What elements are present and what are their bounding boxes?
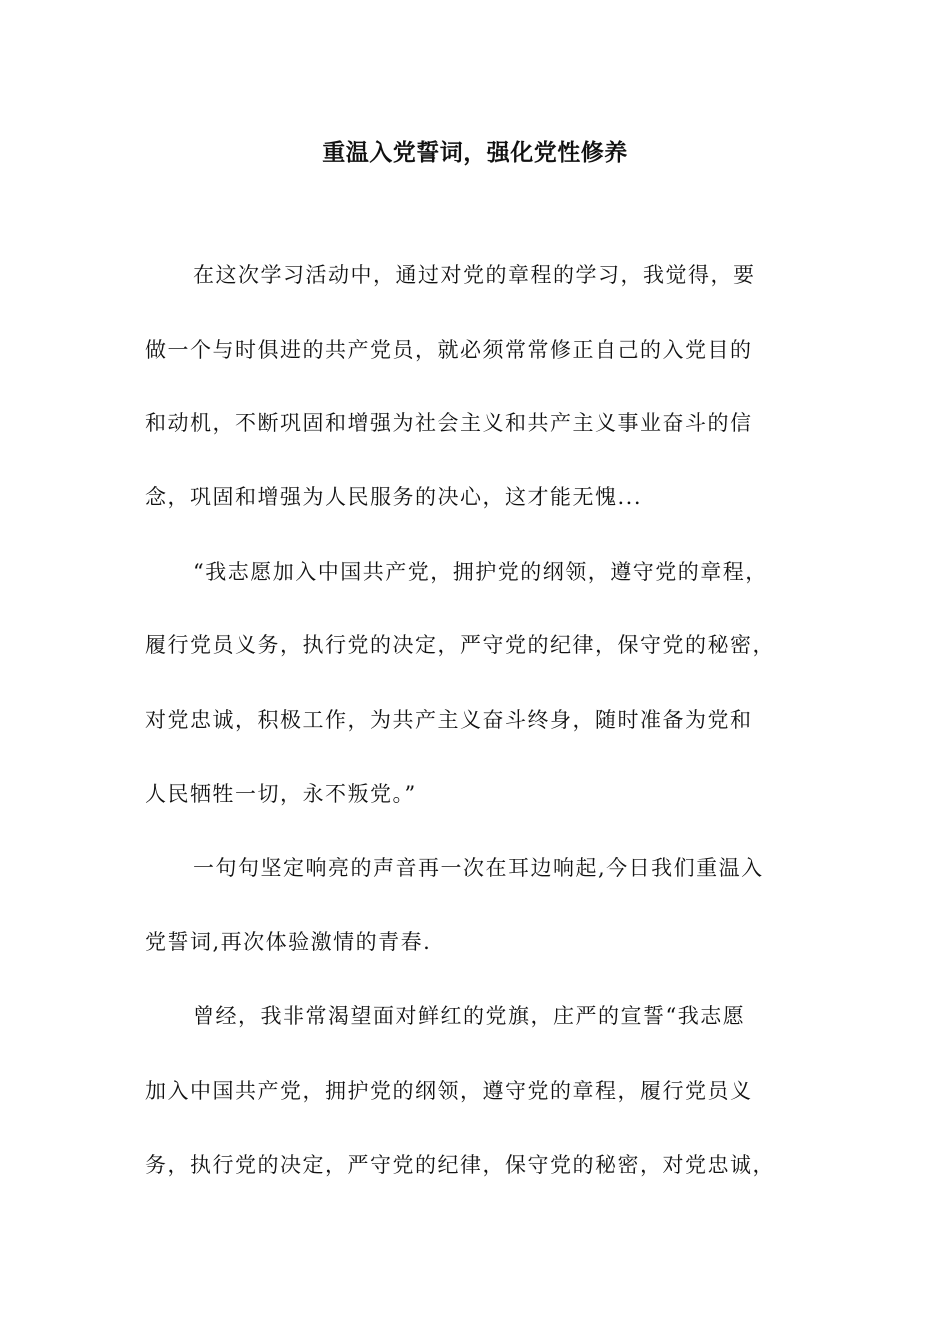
paragraph-4-line-2: 加入中国共产党，拥护党的纲领，遵守党的章程，履行党员义 xyxy=(145,1079,753,1103)
paragraph-1-line-2: 做一个与时俱进的共产党员，就必须常常修正自己的入党目的 xyxy=(145,338,753,362)
paragraph-3-line-2: 党誓词,再次体验激情的青春. xyxy=(145,930,432,954)
paragraph-1-line-4: 念，巩固和增强为人民服务的决心，这才能无愧... xyxy=(145,485,643,509)
paragraph-1-line-1: 在这次学习活动中，通过对党的章程的学习，我觉得，要 xyxy=(193,263,756,287)
paragraph-2-line-1: “我志愿加入中国共产党，拥护党的纲领，遵守党的章程， xyxy=(193,560,768,584)
paragraph-2-line-2: 履行党员义务，执行党的决定，严守党的纪律，保守党的秘密， xyxy=(145,633,775,657)
paragraph-1-line-3: 和动机，不断巩固和增强为社会主义和共产主义事业奋斗的信 xyxy=(145,411,753,435)
paragraph-4-line-1: 曾经，我非常渴望面对鲜红的党旗，庄严的宣誓“我志愿 xyxy=(193,1004,746,1028)
paragraph-2-line-4: 人民牺牲一切，永不叛党。” xyxy=(145,782,417,806)
paragraph-4-line-3: 务，执行党的决定，严守党的纪律，保守党的秘密，对党忠诚， xyxy=(145,1153,775,1177)
paragraph-3-line-1: 一句句坚定响亮的声音再一次在耳边响起,今日我们重温入 xyxy=(193,856,764,880)
document-title: 重温入党誓词，强化党性修养 xyxy=(322,139,628,166)
paragraph-2-line-3: 对党忠诚，积极工作，为共产主义奋斗终身，随时准备为党和 xyxy=(145,708,753,732)
